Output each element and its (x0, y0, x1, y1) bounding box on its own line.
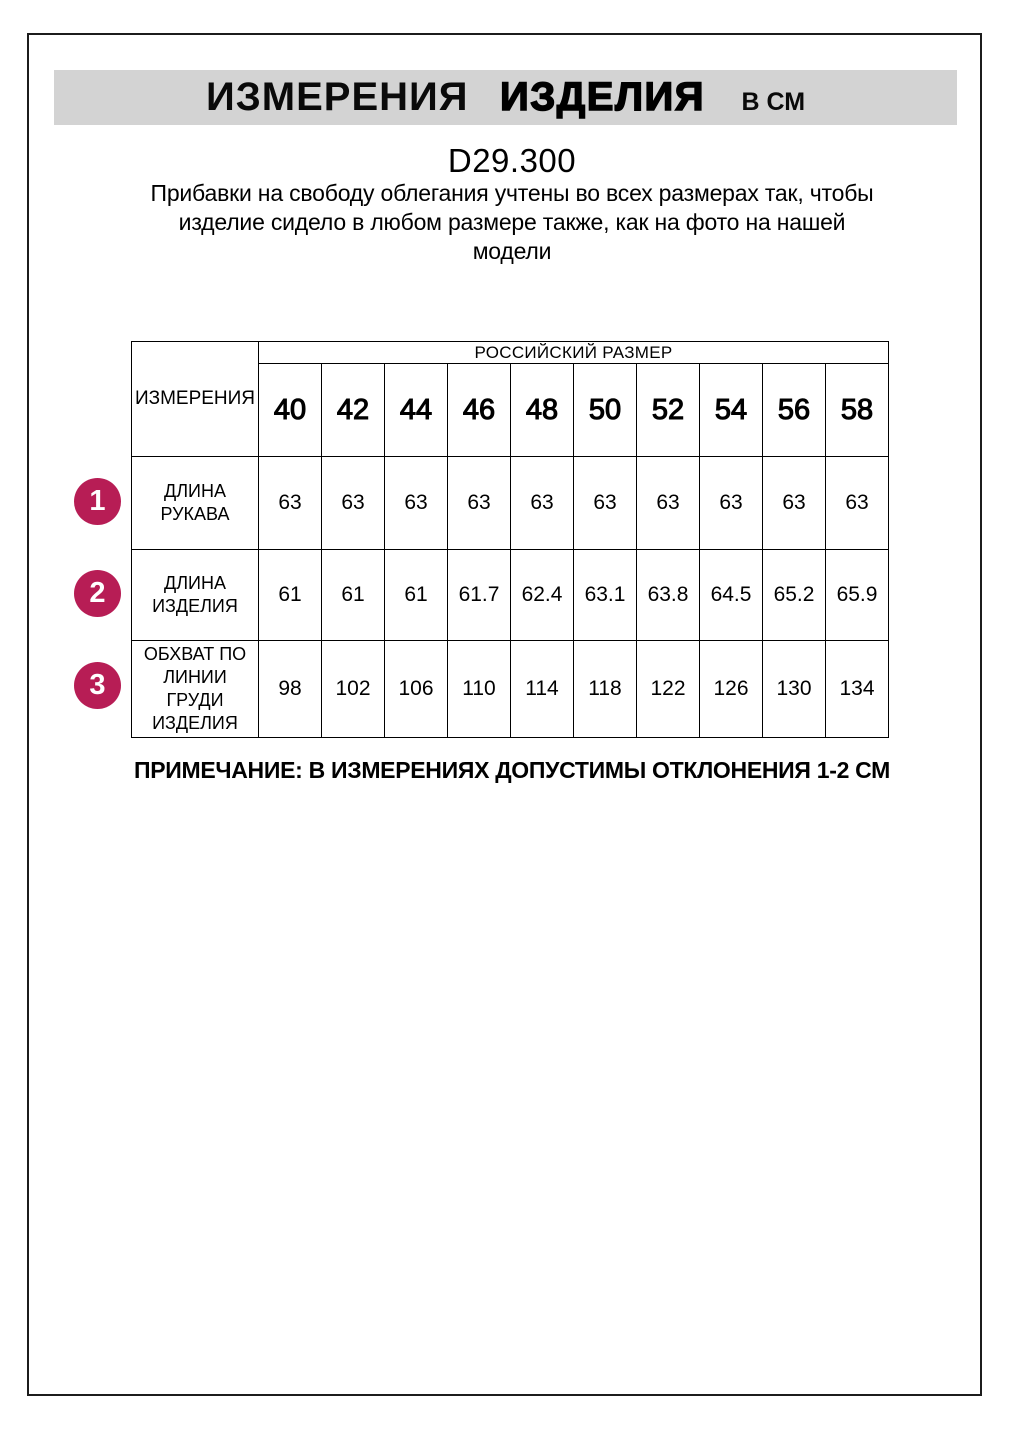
value-cell: 63 (700, 457, 763, 550)
row-marker-2: 2 (74, 570, 121, 617)
row-marker-1: 1 (74, 478, 121, 525)
value-cell: 63 (259, 457, 322, 550)
value-cell: 64.5 (700, 550, 763, 641)
value-cell: 61 (385, 550, 448, 641)
value-cell: 63.1 (574, 550, 637, 641)
value-cell: 63.8 (637, 550, 700, 641)
value-cell: 114 (511, 641, 574, 738)
size-table-head (132, 342, 889, 457)
value-cell: 63 (637, 457, 700, 550)
value-cell: 118 (574, 641, 637, 738)
value-cell: 63 (322, 457, 385, 550)
tolerance-note: ПРИМЕЧАНИЕ: В ИЗМЕРЕНИЯХ ДОПУСТИМЫ ОТКЛОНЕНИЯ 1-2 СМ (133, 757, 891, 783)
value-cell: 63 (826, 457, 889, 550)
table-row (132, 550, 889, 641)
title-band (54, 70, 957, 125)
table-row (132, 641, 889, 738)
fit-description-line-1: Прибавки на свободу облегания учтены во всех размерах так, чтобы (150, 180, 874, 206)
page-title-units: В СМ (741, 88, 806, 116)
fit-description (0, 179, 1024, 266)
value-cell: 130 (763, 641, 826, 738)
russian-size-group-header: РОССИЙСКИЙ РАЗМЕР (259, 342, 889, 364)
value-cell: 63 (385, 457, 448, 550)
value-cell: 102 (322, 641, 385, 738)
row-label: ОБХВАТ ПО ЛИНИИ ГРУДИ ИЗДЕЛИЯ (132, 641, 259, 738)
size-table (131, 341, 889, 738)
value-cell: 61.7 (448, 550, 511, 641)
header-row (132, 342, 889, 364)
size-col-48: 48 (511, 364, 574, 457)
size-col-50: 50 (574, 364, 637, 457)
value-cell: 122 (637, 641, 700, 738)
product-code: D29.300 (447, 142, 577, 179)
value-cell: 98 (259, 641, 322, 738)
fit-description-line-2: изделие сидело в любом размере также, как на фото на нашей (178, 209, 846, 235)
row-marker-3: 3 (74, 662, 121, 709)
value-cell: 126 (700, 641, 763, 738)
page-title-measurements: ИЗМЕРЕНИЯ (205, 75, 469, 119)
value-cell: 106 (385, 641, 448, 738)
size-col-46: 46 (448, 364, 511, 457)
value-cell: 63 (763, 457, 826, 550)
size-table-body (132, 457, 889, 738)
value-cell: 110 (448, 641, 511, 738)
size-col-56: 56 (763, 364, 826, 457)
value-cell: 65.9 (826, 550, 889, 641)
fit-description-line-3: модели (472, 238, 552, 264)
value-cell: 61 (322, 550, 385, 641)
value-cell: 134 (826, 641, 889, 738)
row-label: ДЛИНА ИЗДЕЛИЯ (132, 550, 259, 641)
size-col-54: 54 (700, 364, 763, 457)
row-label: ДЛИНА РУКАВА (132, 457, 259, 550)
value-cell: 63 (511, 457, 574, 550)
size-col-52: 52 (637, 364, 700, 457)
value-cell: 65.2 (763, 550, 826, 641)
value-cell: 63 (574, 457, 637, 550)
size-col-44: 44 (385, 364, 448, 457)
value-cell: 63 (448, 457, 511, 550)
size-col-58: 58 (826, 364, 889, 457)
page-title-product: ИЗДЕЛИЯ (499, 75, 706, 119)
measurements-corner-label: ИЗМЕРЕНИЯ (132, 342, 259, 457)
value-cell: 62.4 (511, 550, 574, 641)
table-row (132, 457, 889, 550)
value-cell: 61 (259, 550, 322, 641)
size-col-42: 42 (322, 364, 385, 457)
size-col-40: 40 (259, 364, 322, 457)
